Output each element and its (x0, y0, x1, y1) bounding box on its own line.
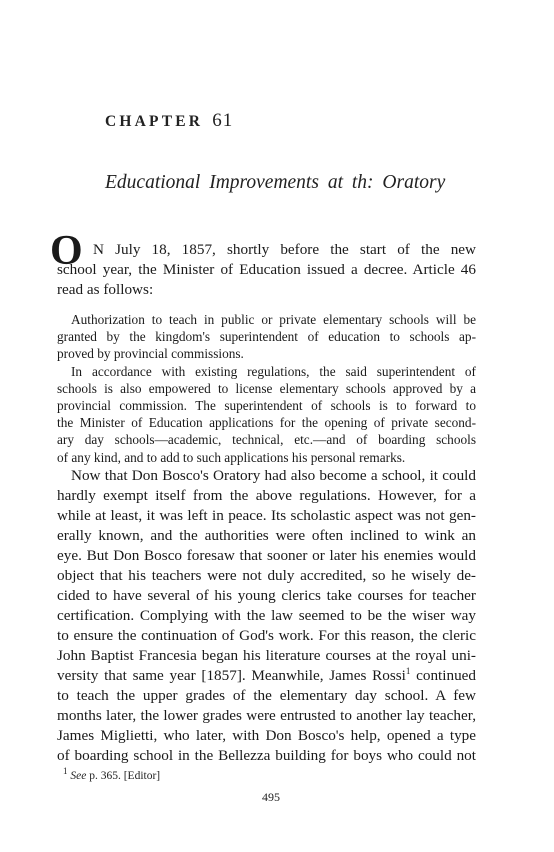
body-line: months later, the lower grades were entrusted to another lay teacher, (57, 707, 476, 724)
chapter-word: CHAPTER (105, 113, 204, 130)
body-line: object that his teachers were not duly accredited, so he wisely de- (57, 567, 476, 584)
body-line: Now that Don Bosco's Oratory had also become a school, it could (71, 467, 476, 484)
quote-line: ary day schools—academic, technical, etc.—and of boarding schools (57, 432, 476, 448)
quoted-decree (57, 311, 476, 466)
footnote-ref[interactable]: 1 (405, 665, 411, 676)
body-line: cided to have several of his young clerics take courses for teacher (57, 587, 476, 604)
quote-line: In accordance with existing regulations, the said superintendent of (71, 363, 476, 379)
body-line: while at least, it was left in peace. Its scholastic aspect was not gen- (57, 507, 476, 524)
body-line-tail: continued (410, 667, 476, 684)
footnote (63, 766, 161, 782)
quote-line: the Minister of Education applications for the opening of private second- (57, 415, 476, 431)
opening-paragraph (57, 240, 476, 300)
body-line: erally known, and the authorities were often inclined to wink an (57, 527, 476, 544)
body-line: hardly exempt itself from the above regulations. However, for a (57, 487, 476, 504)
drop-cap: O (50, 228, 83, 274)
body-line: James Miglietti, who later, with Don Bosco's help, opened a type (57, 727, 476, 744)
body-line-with-footnote (57, 666, 476, 686)
footnote-see: See (70, 770, 87, 782)
main-paragraph (57, 466, 476, 766)
quote-line: proved by provincial commissions. (57, 346, 244, 362)
quote-line: Authorization to teach in public or private elementary schools will be (71, 312, 476, 327)
opening-line: read as follows: (57, 281, 154, 298)
footnote-marker: 1 (63, 766, 68, 777)
body-line: John Baptist Francesia began his literature courses at the royal uni- (57, 647, 476, 664)
chapter-title: Educational Improvements at th: Oratory (105, 172, 446, 193)
body-line: to teach the upper grades of the elementary day school. A few (57, 687, 476, 704)
page-number: 495 (262, 790, 280, 804)
body-line: of boarding school in the Bellezza building for boys who could not (57, 747, 476, 764)
opening-line: N July 18, 1857, shortly before the start of the new (93, 241, 476, 258)
quote-line: schools is also empowered to license elementary schools approved by a (57, 380, 476, 396)
body-line: eye. But Don Bosco foresaw that sooner or later his enemies would (57, 547, 476, 564)
footnote-text: p. 365. [Editor] (86, 770, 161, 782)
opening-line: school year, the Minister of Education issued a decree. Article 46 (57, 261, 476, 278)
chapter-label (105, 110, 233, 132)
quote-line: of any kind, and to add to such applications his personal remarks. (57, 449, 406, 465)
body-line: to ensure the continuation of God's work. For this reason, the cleric (57, 627, 476, 644)
quote-line: provincial commission. The superintendent of schools is to forward to (57, 398, 476, 414)
body-line-text: versity that same year [1857]. Meanwhile, James Rossi (57, 667, 406, 684)
quote-line: granted by the kingdom's superintendent of education to schools ap- (57, 329, 476, 345)
chapter-number: 61 (212, 110, 234, 131)
body-line: certification. Complying with the law seemed to be the wiser way (57, 607, 476, 624)
